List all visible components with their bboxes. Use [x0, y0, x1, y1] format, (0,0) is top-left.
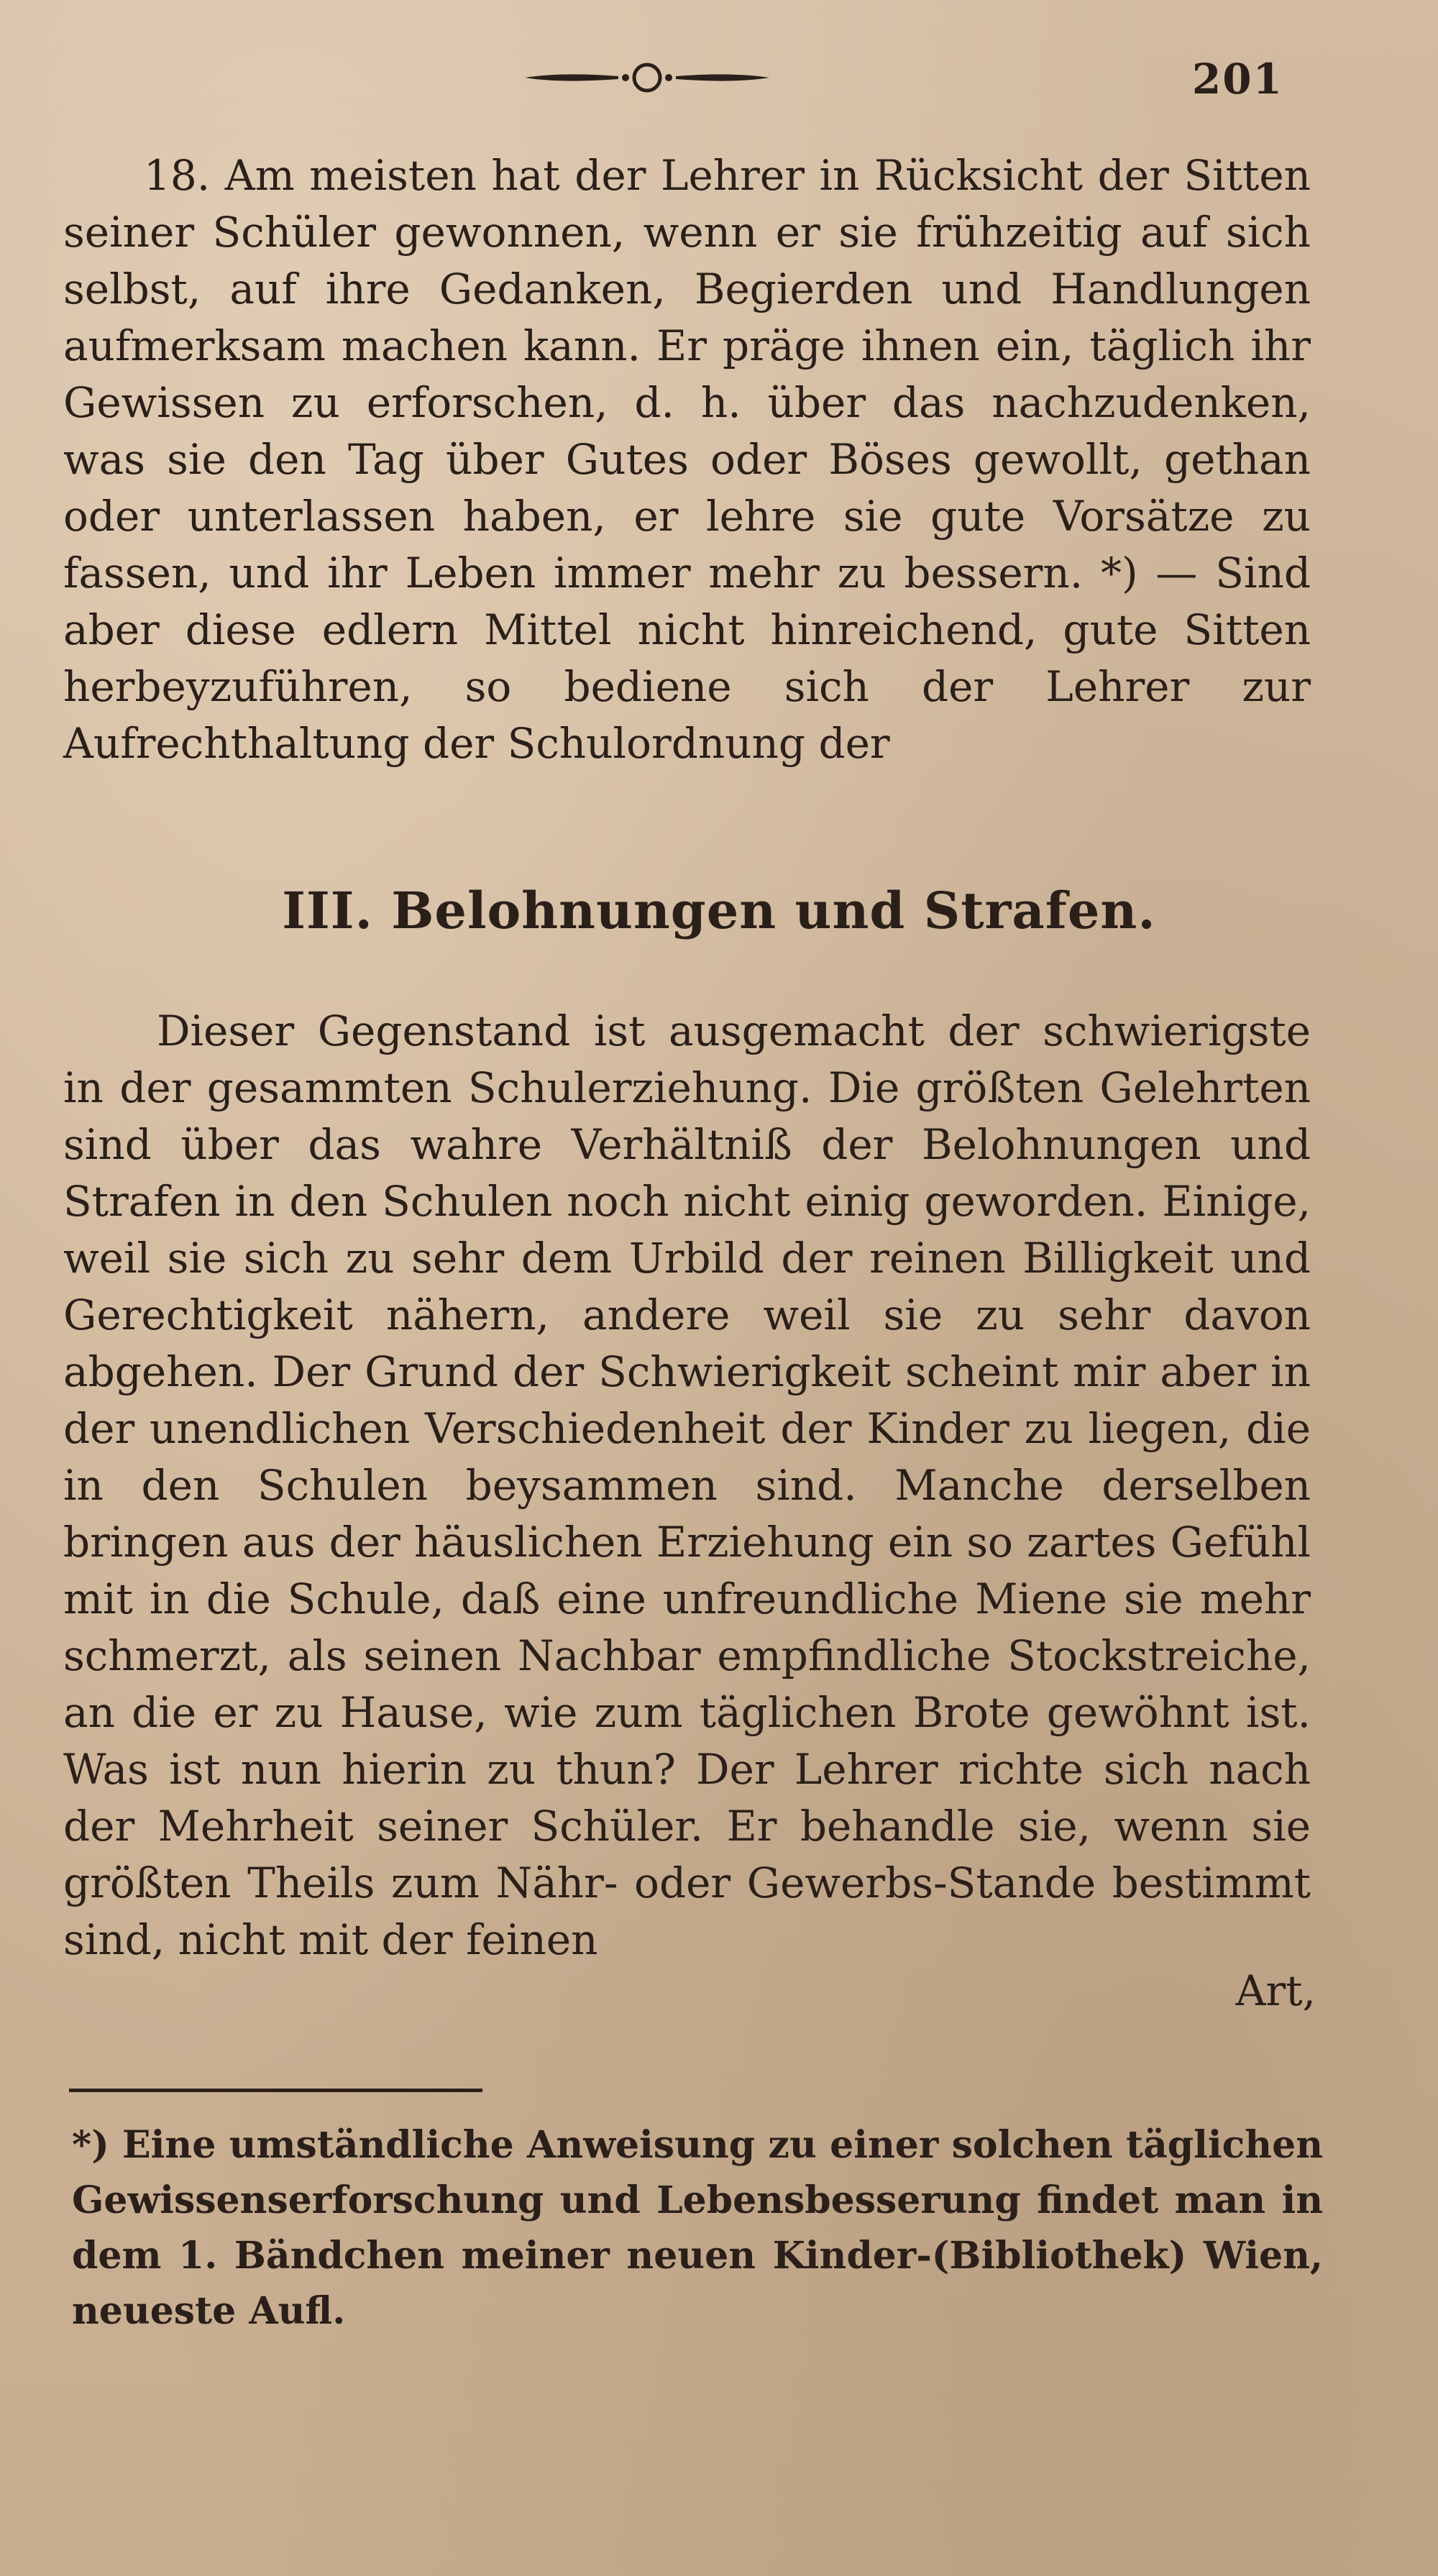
- ornamental-rule-icon: [518, 56, 777, 99]
- footnote-marker: *): [72, 2123, 109, 2167]
- footnote-text: Eine umständliche Anweisung zu einer solchen täglichen Gewissenserforschung und Lebensbesserung findet man in dem 1. Bändchen meiner neuen Kinder-(Bibliothek) Wien, neueste Aufl.: [72, 2123, 1323, 2333]
- section-heading: III. Belohnungen und Strafen.: [282, 881, 1156, 940]
- catchword: Art,: [1235, 1966, 1316, 2015]
- paragraph-rewards-punishments: Dieser Gegenstand ist ausgemacht der schwierigste in der gesammten Schulerziehung. Die größten Gelehrten sind über das wahre Verhältniß der Belohnungen und Strafen in den Schulen noch nicht einig geworden. Einige, weil sie sich zu sehr dem Urbild der reinen Billigkeit und Gerechtigkeit nähern, andere weil sie zu sehr davon abgehen. Der Grund der Schwierigkeit scheint mir aber in der unendlichen Verschiedenheit der Kinder zu liegen, die in den Schulen beysammen sind. Manche derselben bringen aus der häuslichen Erziehung ein so zartes Gefühl mit in die Schule, daß eine unfreundliche Miene sie mehr schmerzt, als seinen Nachbar empfindliche Stockstreiche, an die er zu Hause, wie zum täglichen Brote gewöhnt ist. Was ist nun hierin zu thun? Der Lehrer richte sich nach der Mehrheit seiner Schüler. Er behandle sie, wenn sie größten Theils zum Nähr- oder Gewerbs-Stande bestimmt sind, nicht mit der feinen: [63, 1007, 1311, 1964]
- page-number: 201: [1191, 55, 1283, 104]
- paragraph-18: 18. Am meisten hat der Lehrer in Rücksicht der Sitten seiner Schüler gewonnen, wenn er sie frühzeitig auf sich selbst, auf ihre Gedanken, Begierden und Handlungen aufmerksam machen kann. Er präge ihnen ein, täglich ihr Gewissen zu erforschen, d. h. über das nachzudenken, was sie den Tag über Gutes oder Böses gewollt, gethan oder unterlassen haben, er lehre sie gute Vorsätze zu fassen, und ihr Leben immer mehr zu bessern. *) — Sind aber diese edlern Mittel nicht hinreichend, gute Sitten herbeyzuführen, so bediene sich der Lehrer zur Aufrechthaltung der Schulordnung der: [63, 151, 1311, 768]
- page-header: [0, 42, 1438, 114]
- footnote-divider: [69, 2089, 482, 2092]
- footnote: [72, 2117, 1323, 2339]
